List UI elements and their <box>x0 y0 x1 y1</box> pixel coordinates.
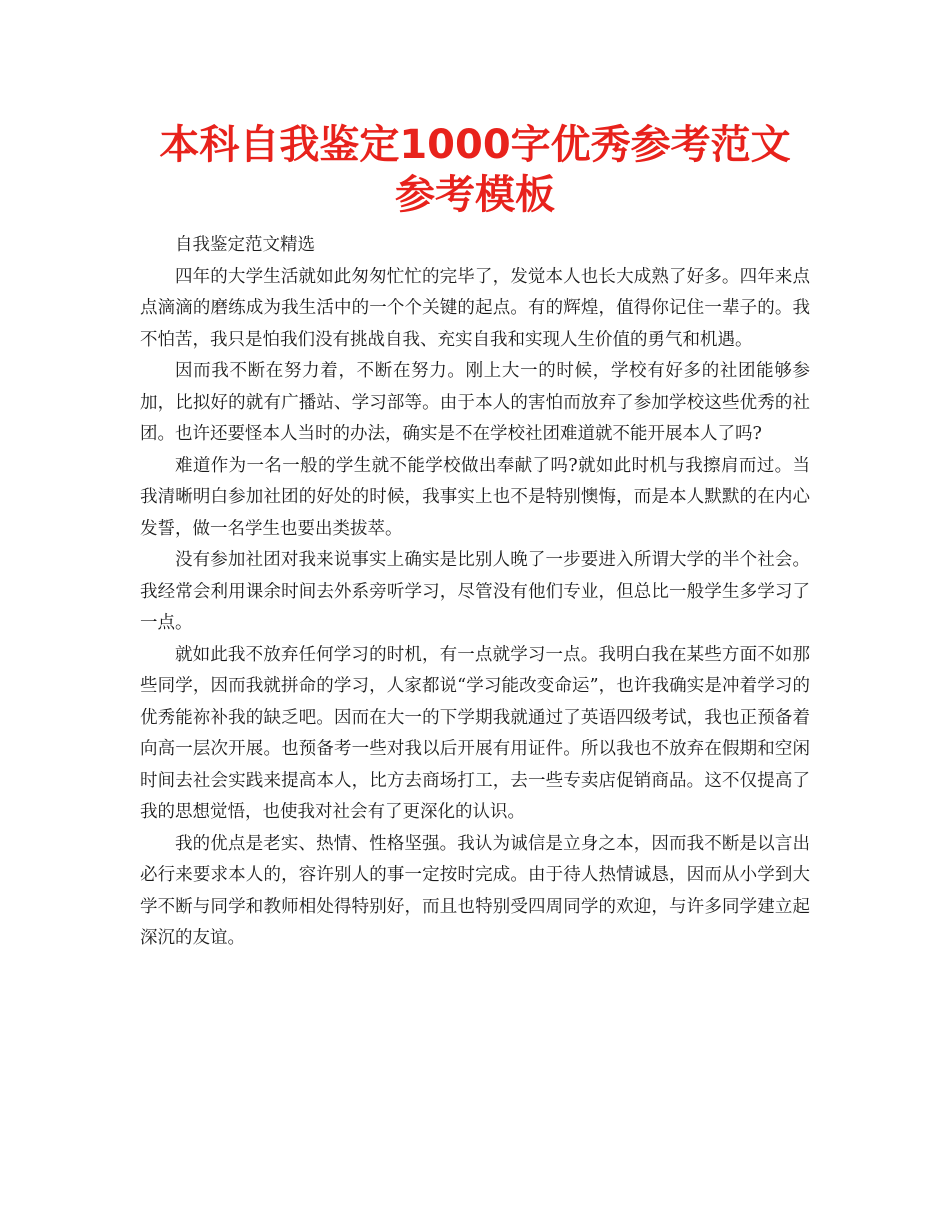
paragraph: 因而我不断在努力着，不断在努力。刚上大一的时候，学校有好多的社团能够参加，比拟好的就有广播站、学习部等。由于本人的害怕而放弃了参加学校这些优秀的社团。也许还要怪本人当时的办法，确实是不在学校社团难道就不能开展本人了吗? <box>140 361 810 444</box>
document-title: 本科自我鉴定1000字优秀参考范文参考模板 <box>159 122 791 218</box>
paragraph: 没有参加社团对我来说事实上确实是比别人晚了一步要进入所谓大学的半个社会。我经常会利用课余时间去外系旁听学习，尽管没有他们专业，但总比一般学生多学习了一点。 <box>140 550 810 633</box>
paragraph: 就如此我不放弃任何学习的时机，有一点就学习一点。我明白我在某些方面不如那些同学，因而我就拼命的学习，人家都说“学习能改变命运”，也许我确实是冲着学习的优秀能祢补我的缺乏吧。因而在大一的下学期我就通过了英语四级考试，我也正预备着向高一层次开展。也预备考一些对我以后开展有用证件。所以我也不放弃在假期和空闲时间去社会实践来提高本人，比方去商场打工，去一些专卖店促销商品。这不仅提高了我的思想觉悟，也使我对社会有了更深化的认识。 <box>140 644 810 822</box>
paragraph: 四年的大学生活就如此匆匆忙忙的完毕了，发觉本人也长大成熟了好多。四年来点点滴滴的磨练成为我生活中的一个个关键的起点。有的辉煌，值得你记住一辈子的。我不怕苦，我只是怕我们没有挑战自我、充实自我和实现人生价值的勇气和机遇。 <box>140 266 810 350</box>
paragraph: 我的优点是老实、热情、性格坚强。我认为诚信是立身之本，因而我不断是以言出必行来要求本人的，容许别人的事一定按时完成。由于待人热情诚恳，因而从小学到大学不断与同学和教师相处得特别好，而且也特别受四周同学的欢迎，与许多同学建立起深沉的友谊。 <box>140 833 810 948</box>
document-body <box>140 230 810 955</box>
document-subtitle: 自我鉴定范文精选 <box>175 235 315 255</box>
paragraph: 难道作为一名一般的学生就不能学校做出奉献了吗?就如此时机与我擦肩而过。当我清晰明白参加社团的好处的时候，我事实上也不是特别懊悔，而是本人默默的在内心发誓，做一名学生也要出类拔萃。 <box>140 455 810 539</box>
